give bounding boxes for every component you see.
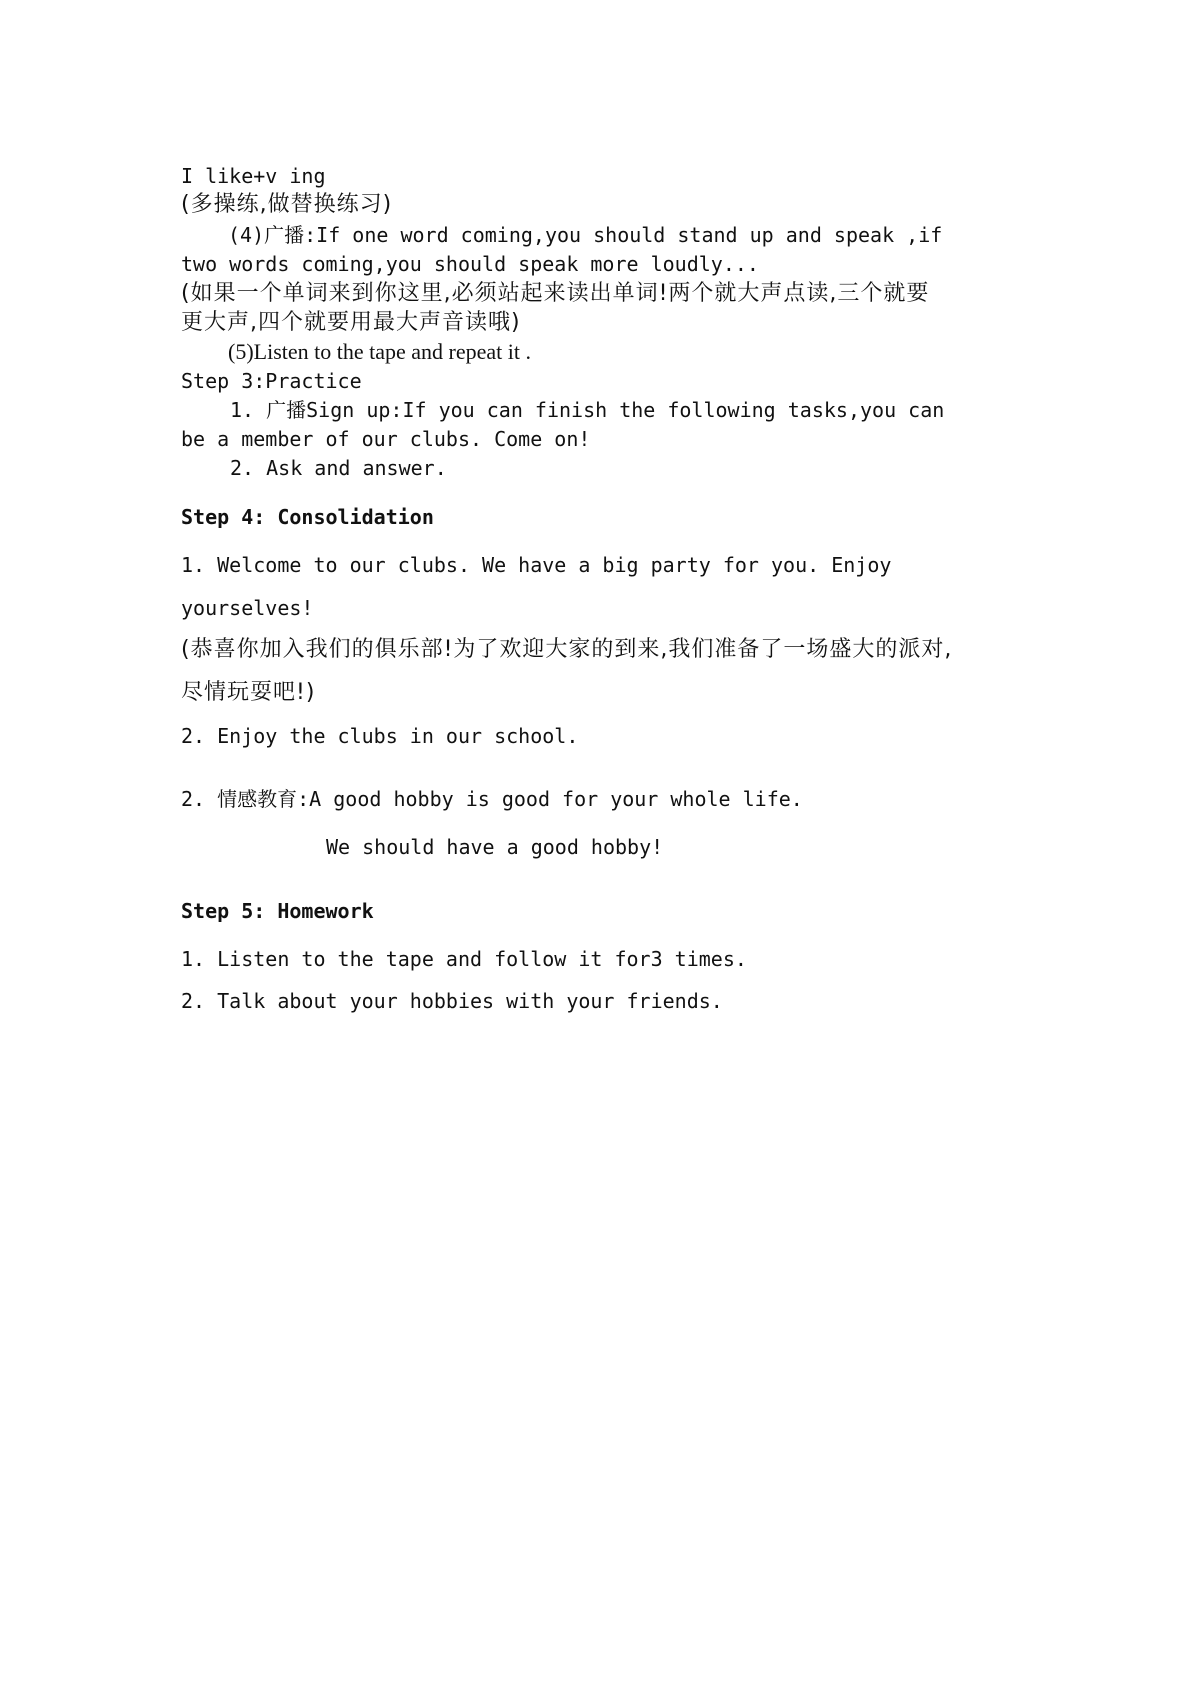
step-4-item-1-chinese-line-1: (恭喜你加入我们的俱乐部!为了欢迎大家的到来,我们准备了一场盛大的派对, — [181, 637, 953, 662]
intro-item-4-line-2: two words coming,you should speak more loudly... — [181, 252, 759, 276]
step-3-item-1-line-2: be a member of our clubs. Come on! — [181, 427, 591, 451]
step-4-item-1-chinese-line-2: 尽情玩耍吧!) — [181, 680, 316, 705]
step-4-item-1-line-1: 1. Welcome to our clubs. We have a big party for you. Enjoy — [181, 553, 892, 577]
step-3-item-2: 2. Ask and answer. — [230, 456, 447, 480]
step-5-item-1: 1. Listen to the tape and follow it for3 times. — [181, 947, 747, 971]
step-4-heading: Step 4: Consolidation — [181, 505, 434, 529]
intro-item-4-line-1: (4)广播:If one word coming,you should stand up and speak ,if — [228, 223, 943, 247]
intro-item-5: (5)Listen to the tape and repeat it . — [228, 339, 531, 364]
step-5-heading: Step 5: Homework — [181, 899, 374, 923]
step-4-item-3-line-1: 2. 情感教育:A good hobby is good for your whole life. — [181, 787, 803, 811]
step-3-heading: Step 3:Practice — [181, 369, 362, 393]
step-4-item-1-line-2: yourselves! — [181, 596, 314, 620]
intro-item-4-chinese-line-2: 更大声,四个就要用最大声音读哦) — [181, 310, 521, 335]
intro-line-like-ving: I like+v ing — [181, 164, 326, 188]
step-3-item-1-line-1: 1. 广播Sign up:If you can finish the following tasks,you can — [230, 398, 945, 422]
intro-line-practice-note: (多操练,做替换练习) — [181, 192, 393, 217]
intro-item-4-chinese-line-1: (如果一个单词来到你这里,必须站起来读出单词!两个就大声点读,三个就要 — [181, 281, 930, 306]
step-4-item-3-line-2: We should have a good hobby! — [326, 835, 664, 859]
step-4-item-2: 2. Enjoy the clubs in our school. — [181, 724, 579, 748]
step-5-item-2: 2. Talk about your hobbies with your friends. — [181, 989, 723, 1013]
